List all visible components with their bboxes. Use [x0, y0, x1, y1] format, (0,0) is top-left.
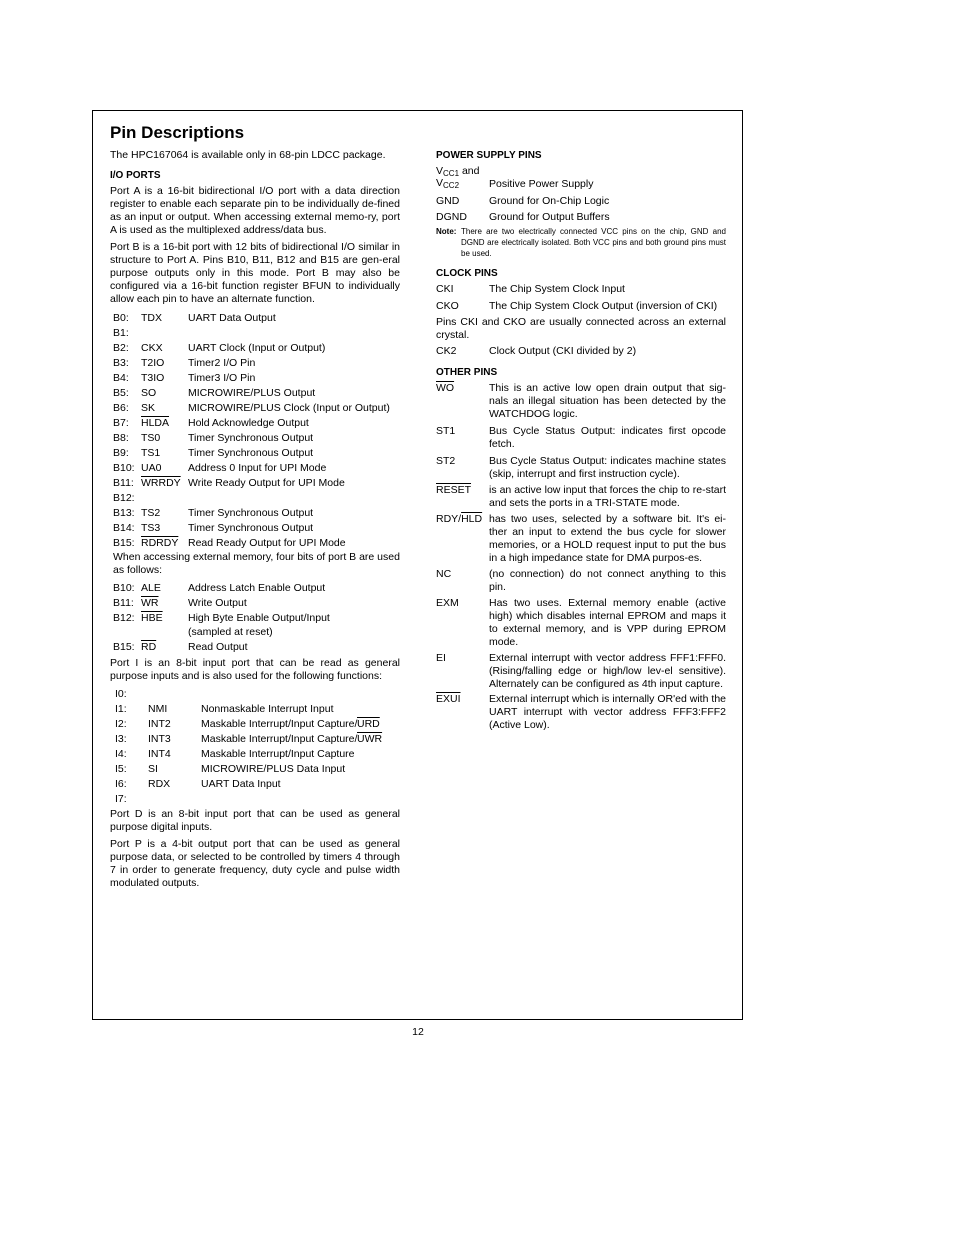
pin-description: Maskable Interrupt/Input Capture — [201, 748, 355, 760]
pin-description: High Byte Enable Output/Input — [188, 612, 330, 624]
pin-description: UART Data Input — [201, 778, 281, 790]
pin-id: B10: — [113, 462, 135, 474]
pin-description: Nonmaskable Interrupt Input — [201, 703, 334, 715]
pin-name: ALE — [141, 582, 161, 594]
pin-name: UA0 — [141, 462, 162, 474]
left.b_ext-row — [113, 582, 403, 597]
other-pin-name-overline: $\overline{HLD}$ — [461, 513, 483, 525]
pin-id: I3: — [115, 733, 127, 745]
port-b-ext-list — [113, 582, 403, 656]
pin-name: TS1 — [141, 447, 161, 459]
pin-id: B13: — [113, 507, 135, 519]
pin-name: TS2 — [141, 507, 161, 519]
pin-name: INT3 — [148, 733, 171, 745]
other-pin-name-text: ST2 — [436, 455, 456, 467]
cki-label: CKI — [436, 283, 454, 295]
other-pin-description: This is an active low open drain output that sig-nals an illegal situation has been detected by the WATCHDOG logic. — [489, 382, 726, 420]
other-pin-name-text: NC — [436, 568, 452, 580]
pin-id: B6: — [113, 402, 129, 414]
power-note: Note: There are two electrically connected VCC pins on the chip, GND and DGND are electrically isolated. Both VCC pins and both ground pins must be used. — [436, 227, 726, 258]
left.b_pins-row — [113, 507, 403, 522]
port-p-text: Port P is a 4-bit output port that can be used as general purpose data, or selected to be controlled by timers 4 through 7 in order to generate frequency, duty cycle and pulse width modulated outputs. — [110, 838, 400, 889]
cki-desc: The Chip System Clock Input — [489, 283, 625, 295]
other-pin-description: Has two uses. External memory enable (active high) which disables internal EPROM and maps it to external memory, and is VPP during EPROM mode. — [489, 597, 726, 648]
pin-id: B11: — [113, 597, 134, 609]
pin-description: Timer Synchronous Output — [188, 432, 314, 444]
pin-description-2: (sampled at reset) — [188, 626, 273, 638]
intro-text: The HPC167064 is available only in 68-pin LDCC package. — [110, 149, 386, 161]
port-i-pin-list — [115, 688, 405, 808]
left.i_pins-row — [115, 703, 405, 718]
pin-description: Hold Acknowledge Output — [188, 417, 309, 429]
left.b_pins-row — [113, 447, 403, 462]
other-pin-name — [436, 568, 451, 581]
other-pin-name-text: EXM — [436, 597, 459, 609]
clock-pins-heading: CLOCK PINS — [436, 268, 498, 279]
other-pin-entry — [436, 652, 726, 691]
page-number: 12 — [412, 1026, 424, 1038]
pin-name: NMI — [148, 703, 168, 715]
pin-description: Read Ready Output for UPI Mode — [188, 537, 346, 549]
ext-mem-text: When accessing external memory, four bits of port B are used as follows: — [113, 551, 400, 576]
pin-name: HLDA — [141, 417, 170, 429]
pin-description: UART Clock (Input or Output) — [188, 342, 326, 354]
left.b_ext-row — [113, 641, 403, 656]
page-frame — [92, 110, 743, 1020]
pin-name: TS0 — [141, 432, 161, 444]
pin-name: SK — [141, 402, 156, 414]
left.b_pins-row — [113, 462, 403, 477]
pin-description-overline: $\overline{URD}$ — [357, 718, 380, 730]
other-pin-name — [436, 513, 482, 526]
cko-label: CKO — [436, 300, 459, 312]
pin-name: T2IO — [141, 357, 165, 369]
left.i_pins-row — [115, 733, 405, 748]
pin-name: TS3 — [141, 522, 161, 534]
pin-name: TDX — [141, 312, 162, 324]
other-pin-entry — [436, 693, 726, 732]
ck2-label: CK2 — [436, 345, 457, 357]
pin-name: $\overline{HBE}$ — [141, 612, 163, 624]
port-d-text: Port D is an 8-bit input port that can be used as general purpose digital inputs. — [110, 808, 400, 833]
pin-description: Address 0 Input for UPI Mode — [188, 462, 327, 474]
pin-description: Timer3 I/O Pin — [188, 372, 256, 384]
other-pin-name — [436, 693, 461, 706]
pin-description: Timer2 I/O Pin — [188, 357, 256, 369]
pin-name: INT4 — [148, 748, 171, 760]
port-a-text: Port A is a 16-bit bidirectional I/O port with a data direction register to enable each separate pin to be individually de-fined as an input or output. When accessing external memo-ry, port A is used as the multiplexed address/data bus. — [110, 185, 400, 236]
left.b_pins-row — [113, 537, 403, 552]
pin-description: MICROWIRE/PLUS Data Input — [201, 763, 346, 775]
left.b_pins-row — [113, 522, 403, 537]
left.b_pins-row — [113, 477, 403, 492]
pin-id: I5: — [115, 763, 127, 775]
vcc-desc: Positive Power Supply — [489, 178, 594, 190]
pin-description-overline: $\overline{UWR}$ — [357, 733, 383, 745]
dgnd-label: DGND — [436, 211, 467, 223]
ck2-desc: Clock Output (CKI divided by 2) — [489, 345, 637, 357]
dgnd-desc: Ground for Output Buffers — [489, 211, 610, 223]
pin-name: SI — [148, 763, 158, 775]
pin-description: Address Latch Enable Output — [188, 582, 326, 594]
cko-desc: The Chip System Clock Output (inversion of CKI) — [489, 300, 718, 312]
pin-id: B14: — [113, 522, 135, 534]
left.b_pins-row — [113, 372, 403, 387]
other-pin-description: External interrupt which is internally OR'ed with the UART interrupt with vector address FFF3:FFF2 (Active Low). — [489, 693, 726, 731]
pin-description: Write Ready Output for UPI Mode — [188, 477, 345, 489]
other-pin-description: Bus Cycle Status Output: indicates machine states (skip, interrupt and first instruction cycle). — [489, 455, 726, 480]
pin-id: I6: — [115, 778, 127, 790]
pin-name: $\overline{RD}$ — [141, 641, 157, 653]
left.i_pins-row — [115, 763, 405, 778]
pin-id: I4: — [115, 748, 127, 760]
other-pin-name — [436, 484, 471, 497]
left.b_ext-row — [113, 597, 403, 612]
other-pin-entry — [436, 597, 726, 649]
gnd-desc: Ground for On-Chip Logic — [489, 195, 610, 207]
page-title: Pin Descriptions — [110, 123, 245, 142]
other-pins-list — [436, 382, 726, 732]
pin-id: B8: — [113, 432, 129, 444]
pin-id: B9: — [113, 447, 129, 459]
left.b_pins-row — [113, 357, 403, 372]
other-pin-description: External interrupt with vector address FFF1:FFF0. (Rising/falling edge or high/low lev-el sensitive). Alternately can be configured as 4th input capture. — [489, 652, 726, 690]
pin-name: INT2 — [148, 718, 171, 730]
pin-id: I0: — [115, 688, 127, 700]
other-pin-entry — [436, 568, 726, 594]
io-ports-heading: I/O PORTS — [110, 170, 161, 181]
pin-id: I1: — [115, 703, 127, 715]
other-pin-name-text: $\overline{WO}$ — [436, 382, 455, 394]
pin-id: B0: — [113, 312, 129, 324]
pin-description: UART Data Output — [188, 312, 276, 324]
pin-id: B12: — [113, 492, 135, 504]
pin-name: RDRDY — [141, 537, 179, 549]
other-pin-name — [436, 597, 459, 610]
pin-id: B2: — [113, 342, 129, 354]
other-pin-description: Bus Cycle Status Output: indicates first opcode fetch. — [489, 425, 726, 450]
pin-id: B5: — [113, 387, 129, 399]
left.i_pins-row — [115, 718, 405, 733]
pin-name: $\overline{WR}$ — [141, 597, 159, 609]
left.b_pins-row — [113, 417, 403, 432]
power-supply-heading: POWER SUPPLY PINS — [436, 150, 542, 161]
pin-description: Read Output — [188, 641, 248, 653]
pin-name: SO — [141, 387, 157, 399]
pin-name: T3IO — [141, 372, 165, 384]
left.b_pins-row — [113, 492, 403, 507]
pin-description: MICROWIRE/PLUS Clock (Input or Output) — [188, 402, 390, 414]
other-pin-name-text: ST1 — [436, 425, 456, 437]
other-pins-heading: OTHER PINS — [436, 367, 498, 378]
pin-id: B10: — [113, 582, 135, 594]
other-pin-name — [436, 652, 446, 665]
vcc-label: $V_{CC1}$ and $V_{CC2}$ — [436, 165, 480, 190]
pin-description: Timer Synchronous Output — [188, 447, 314, 459]
gnd-label: GND — [436, 195, 460, 207]
left.i_pins-row — [115, 793, 405, 808]
port-b-text: Port B is a 16-bit port with 12 bits of bidirectional I/O similar in structure to Port A. Pins B10, B11, B12 and B15 are gen-eral purpose outputs only in this mode. Port B may also be configured via a 16-bit function register BFUN to individually allow each pin to have an alternate function. — [110, 241, 400, 305]
pin-description: Timer Synchronous Output — [188, 522, 314, 534]
left.i_pins-row — [115, 778, 405, 793]
pin-id: B11: — [113, 477, 134, 489]
pin-name: RDX — [148, 778, 171, 790]
clock-para: Pins CKI and CKO are usually connected across an external crystal. — [436, 316, 726, 341]
other-pin-entry — [436, 382, 726, 421]
left.b_pins-row — [113, 342, 403, 357]
pin-id: B3: — [113, 357, 129, 369]
other-pin-description: has two uses, selected by a software bit. It's ei-ther an input to extend the bus cycle for slower memories, or a HOLD request input to put the bus in a high impedance state for DMA purpos-es. — [489, 513, 726, 564]
pin-id: B7: — [113, 417, 129, 429]
other-pin-name-text: RDY/ — [436, 513, 462, 525]
other-pin-entry — [436, 425, 726, 451]
pin-id: B15: — [113, 537, 135, 549]
other-pin-description: is an active low input that forces the chip to re-start and sets the ports in a TRI-STATE mode. — [489, 484, 726, 509]
left.i_pins-row — [115, 748, 405, 763]
pin-id: B15: — [113, 641, 135, 653]
pin-id: B1: — [113, 327, 129, 339]
pin-id: B4: — [113, 372, 129, 384]
pin-id: I2: — [115, 718, 127, 730]
other-pin-entry — [436, 513, 726, 565]
pin-name: CKX — [141, 342, 163, 354]
other-pin-name — [436, 425, 455, 438]
pin-description: Timer Synchronous Output — [188, 507, 314, 519]
left.b_pins-row — [113, 387, 403, 402]
pin-description: Write Output — [188, 597, 247, 609]
left.b_pins-row — [113, 402, 403, 417]
pin-description: MICROWIRE/PLUS Output — [188, 387, 316, 399]
pin-description: Maskable Interrupt/Input Capture/ — [201, 733, 358, 745]
other-pin-entry — [436, 484, 726, 510]
left.i_pins-row — [115, 688, 405, 703]
port-i-text: Port I is an 8-bit input port that can be read as general purpose inputs and is also used for the following functions: — [110, 657, 400, 682]
pin-id: B12: — [113, 612, 135, 624]
other-pin-description: (no connection) do not connect anything to this pin. — [489, 568, 726, 593]
other-pin-name-text: RESET — [436, 484, 472, 496]
other-pin-name — [436, 382, 454, 395]
pin-id: I7: — [115, 793, 127, 805]
pin-name: WRRDY — [141, 477, 181, 489]
left.b_ext-row — [113, 612, 403, 641]
other-pin-name — [436, 455, 455, 468]
other-pin-name-text: EI — [436, 652, 446, 664]
other-pin-name-text: EXUI — [436, 693, 461, 705]
port-b-pin-list — [113, 312, 403, 552]
left.b_pins-row — [113, 312, 403, 327]
pin-description: Maskable Interrupt/Input Capture/ — [201, 718, 358, 730]
other-pin-entry — [436, 455, 726, 481]
left.b_pins-row — [113, 327, 403, 342]
left.b_pins-row — [113, 432, 403, 447]
